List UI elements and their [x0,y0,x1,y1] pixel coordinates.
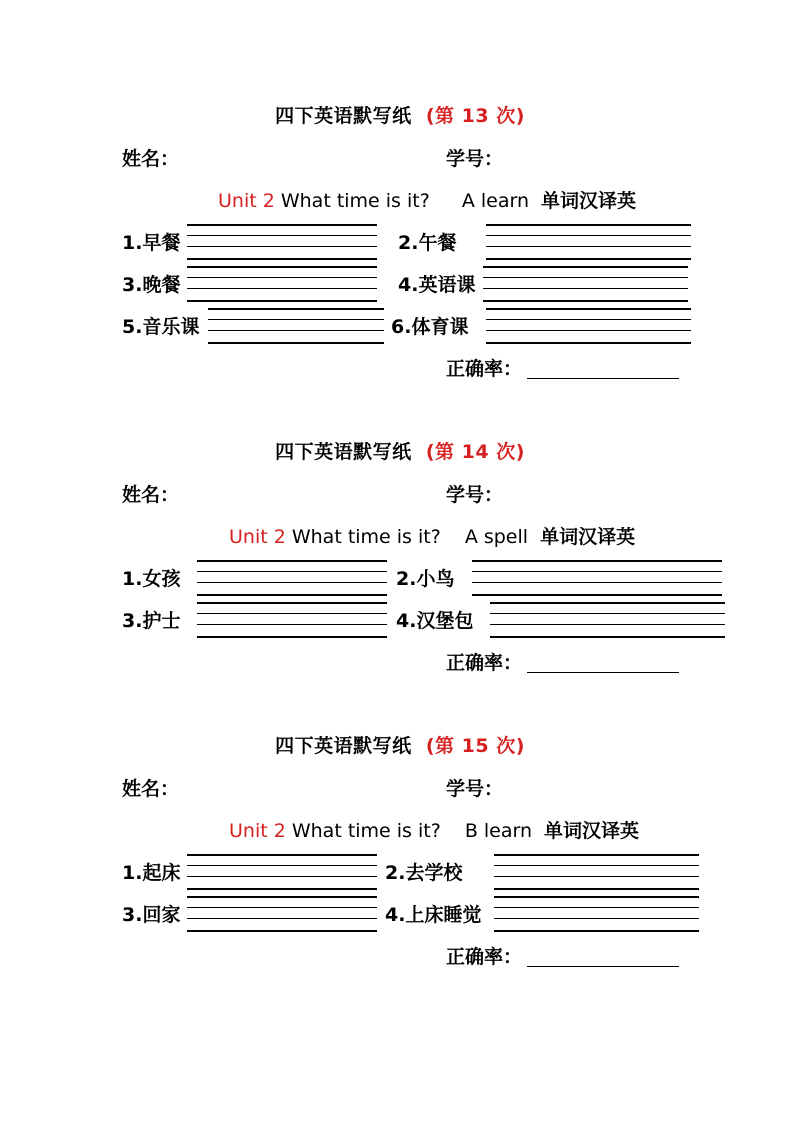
unit-label: Unit 2 [229,820,286,842]
title-count: (第 14 次) [425,441,525,463]
answer-writing-lines[interactable] [486,224,691,260]
item-label: 4.英语课 [398,274,476,296]
answer-writing-lines[interactable] [187,224,377,260]
student-id-label: 学号： [446,778,504,800]
answer-writing-lines[interactable] [187,854,377,890]
title-main: 四下英语默写纸 [275,441,412,463]
unit-title: What time is it? [274,190,430,212]
unit-heading [229,816,639,846]
task-label: 单词汉译英 [540,190,636,212]
title-main: 四下英语默写纸 [275,735,412,757]
answer-writing-lines[interactable] [483,266,688,302]
unit-heading [218,186,636,216]
dictation-sheet-13 [0,100,800,390]
accuracy-label: 正确率： [446,358,523,380]
task-label: 单词汉译英 [544,820,640,842]
answer-writing-lines[interactable] [472,560,722,596]
item-label: 2.小鸟 [396,568,455,590]
item-label: 5.音乐课 [122,316,200,338]
name-label: 姓名： [122,778,180,800]
accuracy-label: 正确率： [446,652,523,674]
item-label: 4.上床睡觉 [385,904,482,926]
answer-writing-lines[interactable] [197,602,387,638]
title-count: (第 15 次) [425,735,525,757]
unit-label: Unit 2 [218,190,275,212]
item-label: 2.午餐 [398,232,457,254]
item-label: 6.体育课 [391,316,469,338]
title-count: (第 13 次) [425,105,525,127]
answer-writing-lines[interactable] [187,266,377,302]
item-label: 1.女孩 [122,568,181,590]
unit-title: What time is it? [285,820,441,842]
answer-writing-lines[interactable] [187,896,377,932]
section-label: A learn [461,190,529,212]
student-id-label: 学号： [446,484,504,506]
sheet-title [0,730,800,762]
section-label: A spell [464,526,529,548]
dictation-sheet-14 [0,436,800,726]
answer-writing-lines[interactable] [486,308,691,344]
accuracy-input-line[interactable] [527,378,679,379]
sheet-title [0,436,800,468]
item-label: 2.去学校 [385,862,463,884]
sheet-title [0,100,800,132]
item-label: 3.回家 [122,904,181,926]
item-label: 4.汉堡包 [396,610,474,632]
accuracy-input-line[interactable] [527,672,679,673]
answer-writing-lines[interactable] [490,602,725,638]
accuracy-label: 正确率： [446,946,523,968]
unit-label: Unit 2 [229,526,286,548]
name-label: 姓名： [122,484,180,506]
answer-writing-lines[interactable] [197,560,387,596]
item-label: 3.护士 [122,610,181,632]
name-label: 姓名： [122,148,180,170]
unit-title: What time is it? [285,526,441,548]
section-label: B learn [464,820,533,842]
item-label: 3.晚餐 [122,274,181,296]
answer-writing-lines[interactable] [494,854,699,890]
student-id-label: 学号： [446,148,504,170]
answer-writing-lines[interactable] [208,308,384,344]
dictation-sheet-15 [0,730,800,1020]
item-label: 1.起床 [122,862,181,884]
answer-writing-lines[interactable] [494,896,699,932]
unit-heading [229,522,635,552]
accuracy-input-line[interactable] [527,966,679,967]
task-label: 单词汉译英 [540,526,636,548]
item-label: 1.早餐 [122,232,181,254]
title-main: 四下英语默写纸 [275,105,412,127]
